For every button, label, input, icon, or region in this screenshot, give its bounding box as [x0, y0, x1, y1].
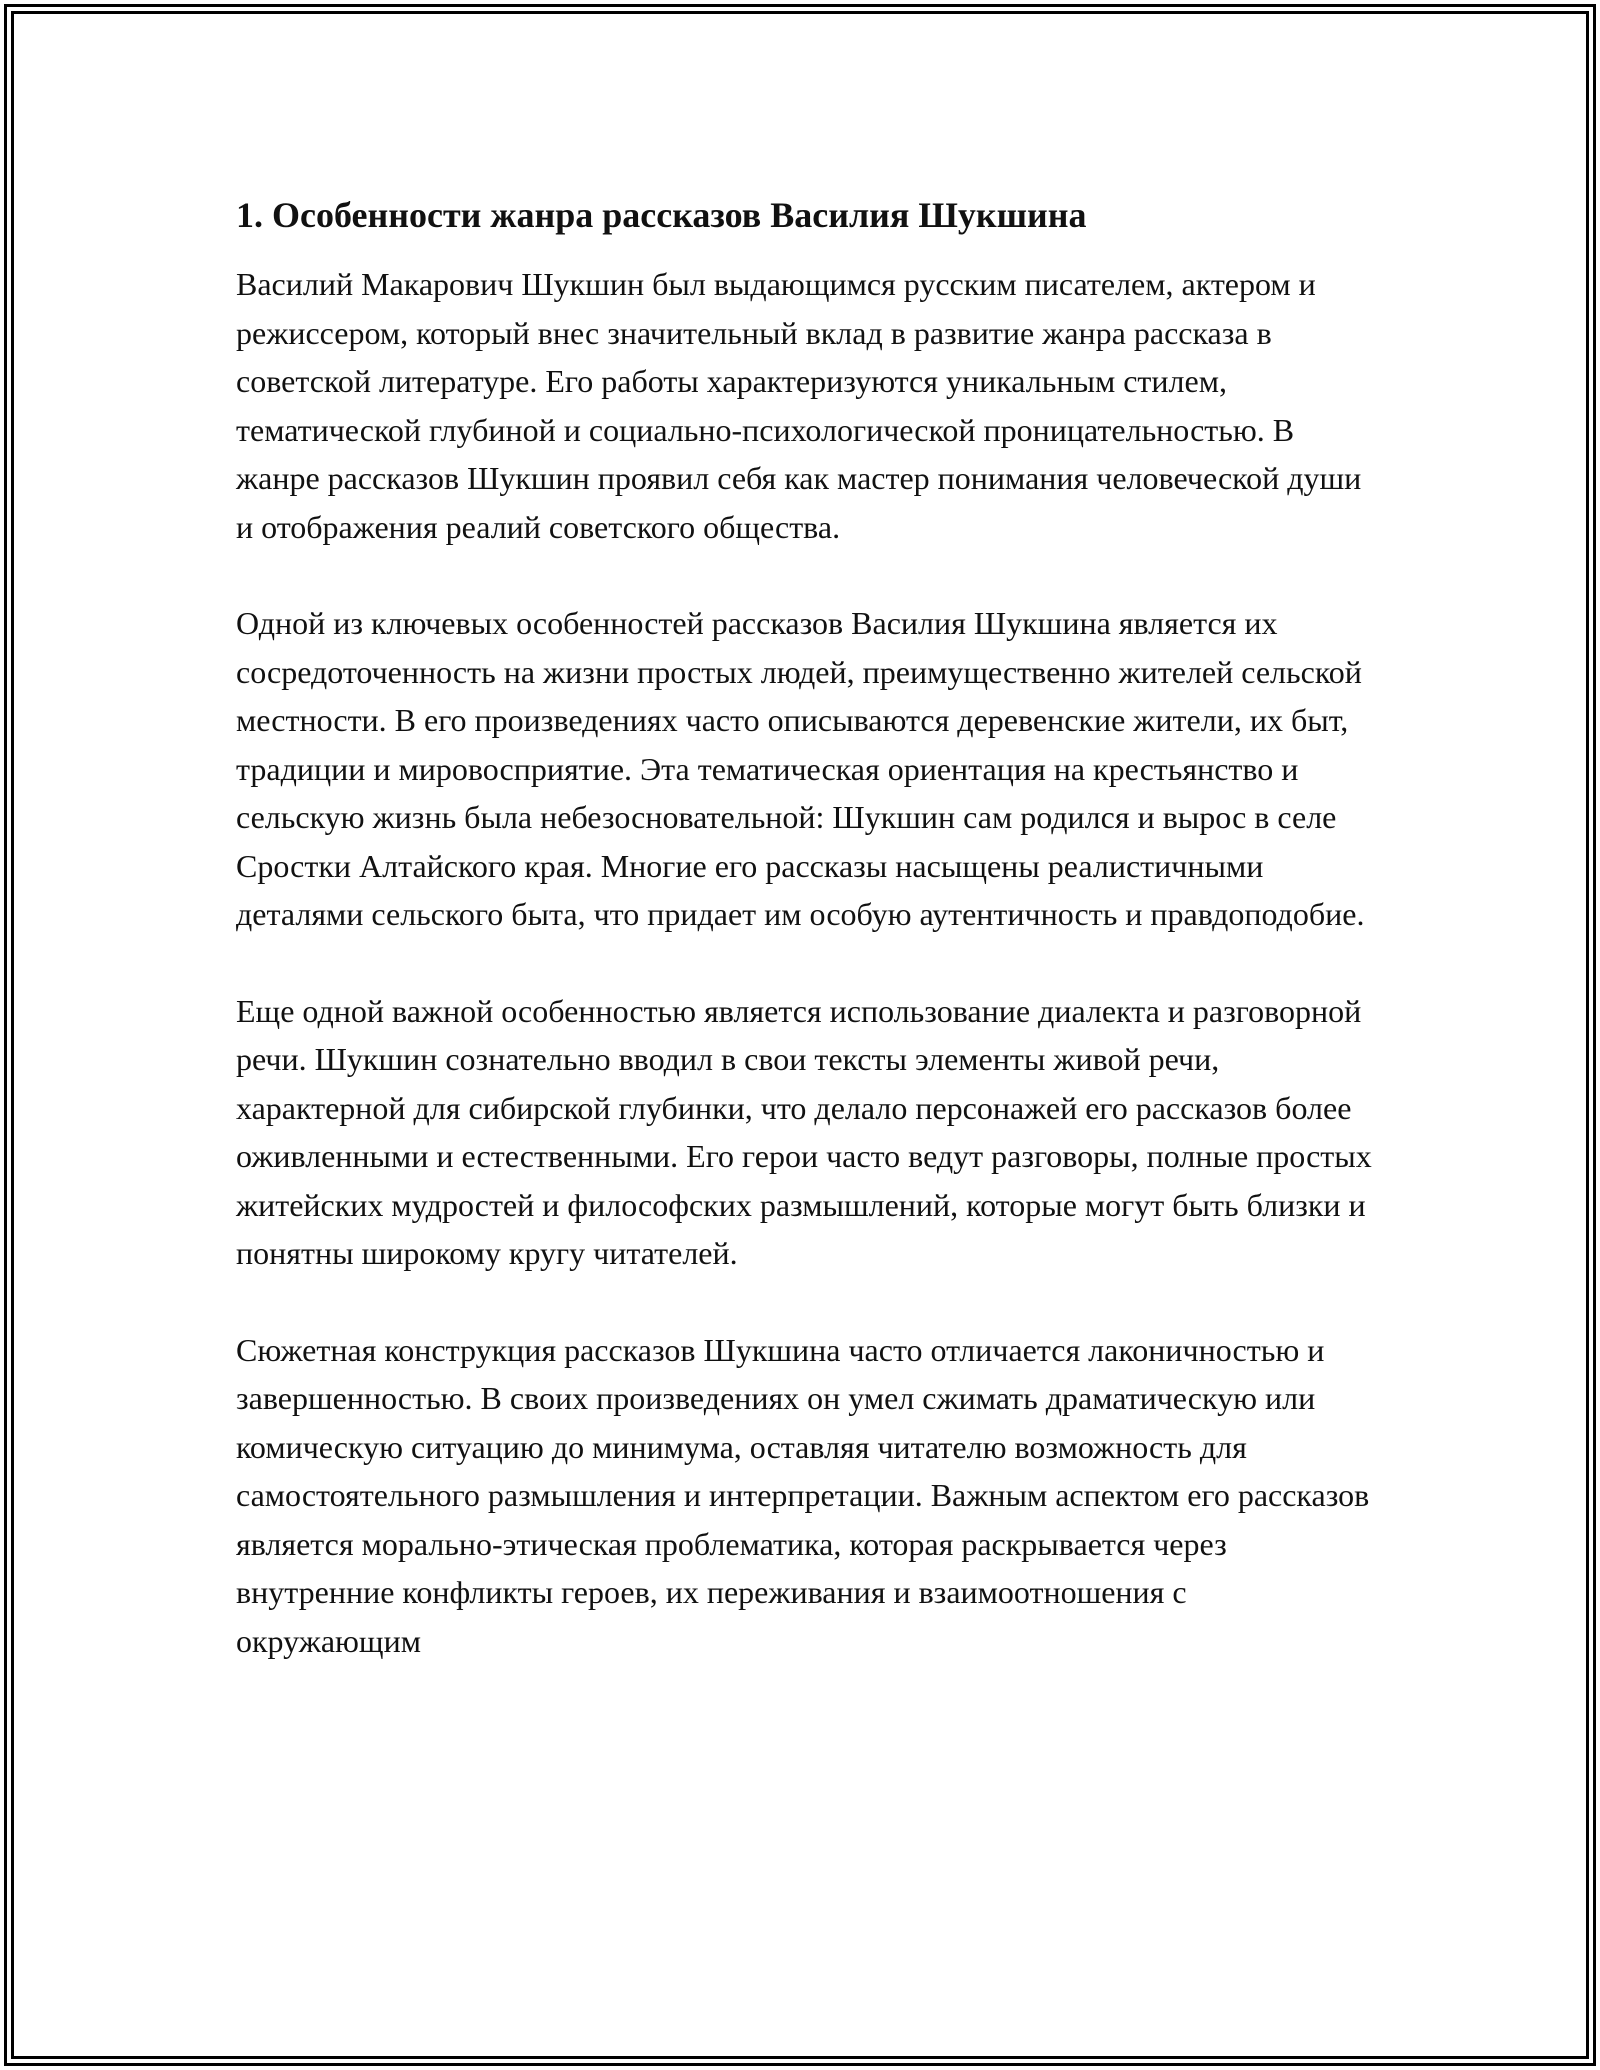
document-body	[236, 188, 1376, 1665]
section-heading: 1. Особенности жанра рассказов Василия Шукшина	[236, 195, 1087, 235]
paragraph-1: Василий Макарович Шукшин был выдающимся русским писателем, актером и режиссером, который внес значительный вклад в развитие жанра рассказа в советской литературе. Его работы характеризуются уникальным стилем, тематической глубиной и социально-психологической проницательностью. В жанре рассказов Шукшин проявил себя как мастер понимания человеческой души и отображения реалий советского общества.	[236, 266, 1362, 545]
paragraph-2: Одной из ключевых особенностей рассказов Василия Шукшина является их сосредоточенность на жизни простых людей, преимущественно жителей сельской местности. В его произведениях часто описываются деревенские жители, их быт, традиции и мировосприятие. Эта тематическая ориентация на крестьянство и сельскую жизнь была небезосновательной: Шукшин сам родился и вырос в селе Сростки Алтайского края. Многие его рассказы насыщены реалистичными деталями сельского быта, что придает им особую аутентичность и правдоподобие.	[236, 605, 1365, 932]
paragraph-3: Еще одной важной особенностью является использование диалекта и разговорной речи. Шукшин сознательно вводил в свои тексты элементы живой речи, характерной для сибирской глубинки, что делало персонажей его рассказов более оживленными и естественными. Его герои часто ведут разговоры, полные простых житейских мудростей и философских размышлений, которые могут быть близки и понятны широкому кругу читателей.	[236, 992, 1372, 1271]
paragraph-4: Сюжетная конструкция рассказов Шукшина часто отличается лаконичностью и завершенностью. В своих произведениях он умел сжимать драматическую или комическую ситуацию до минимума, оставляя читателю возможность для самостоятельного размышления и интерпретации. Важным аспектом его рассказов является морально-этическая проблематика, которая раскрывается через внутренние конфликты героев, их переживания и взаимоотношения с окружающим	[236, 1331, 1370, 1659]
